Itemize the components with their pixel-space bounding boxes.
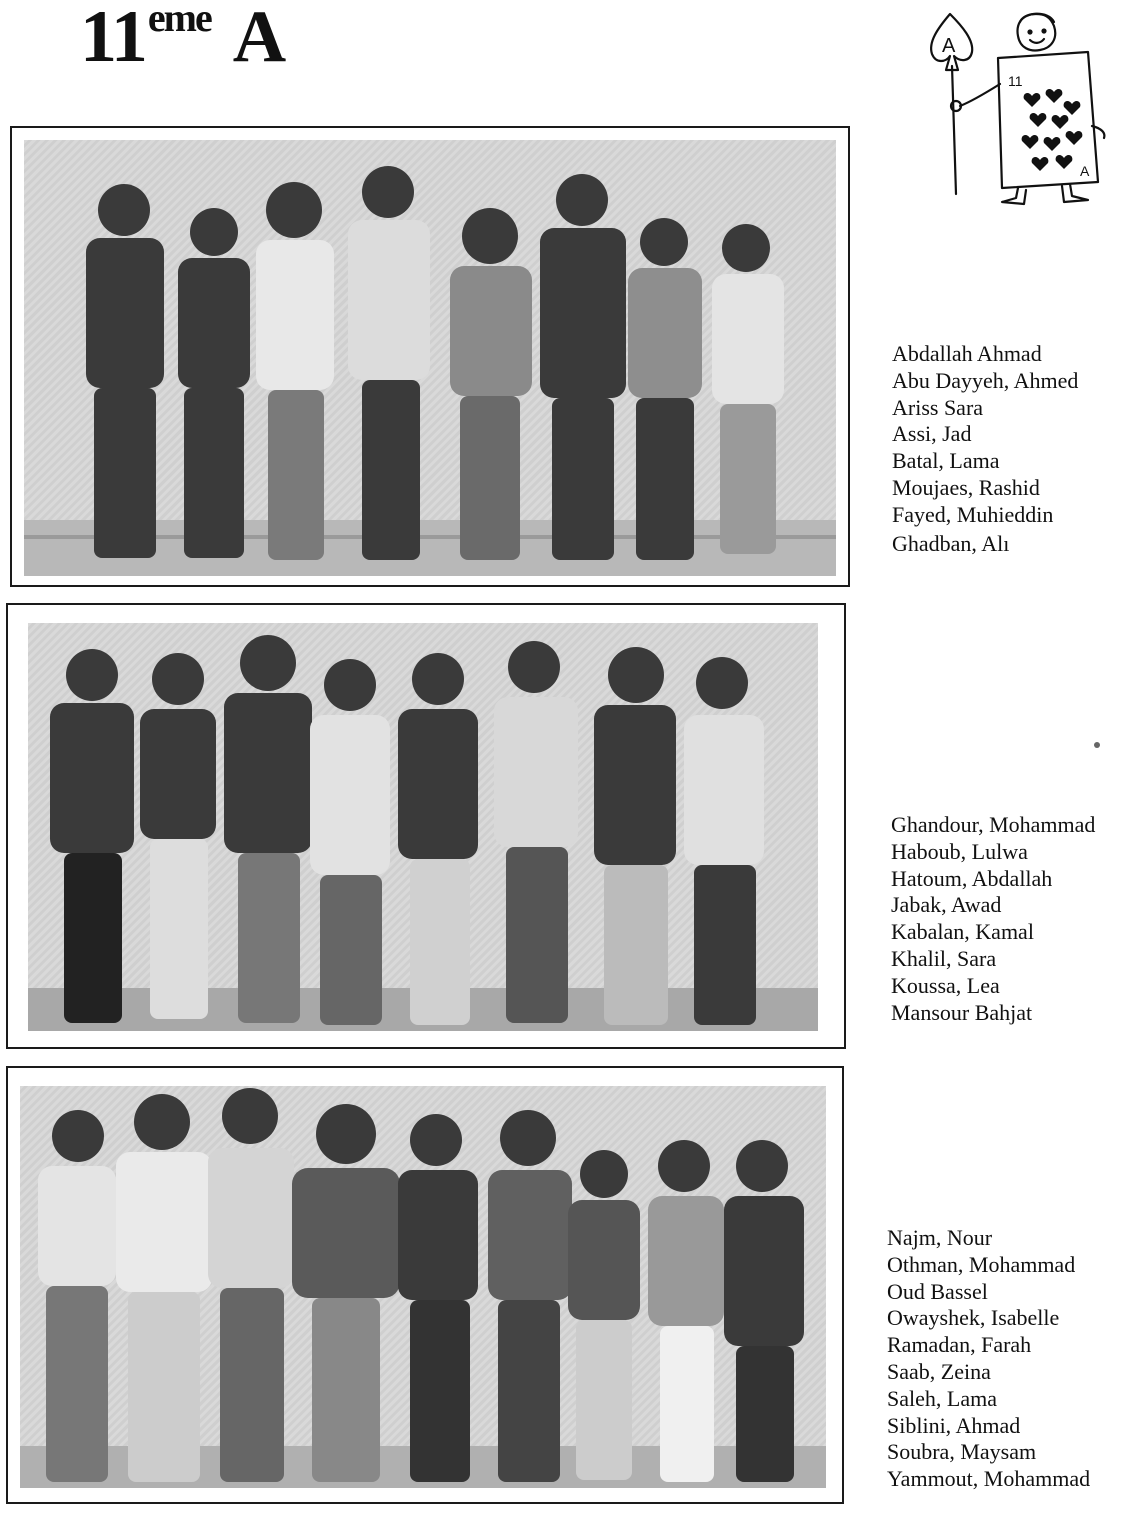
student-name: Koussa, Lea [891, 972, 1000, 998]
student-name: Jabak, Awad [891, 892, 1002, 918]
student-name: Ghadban, Alı [892, 530, 1010, 556]
title-superscript: eme [147, 0, 211, 40]
student-name: Hatoum, Abdallah [891, 865, 1053, 891]
card-letter: A [1080, 163, 1090, 179]
student-name: Ghandour, Mohammad [891, 812, 1096, 837]
student-name: Oud Bassel [887, 1278, 988, 1304]
class-photo-2 [28, 623, 818, 1031]
photo-frame-3 [6, 1066, 844, 1504]
student-name: Owayshek, Isabelle [887, 1305, 1060, 1331]
photo-frame-2 [6, 603, 846, 1049]
class-photo-3 [20, 1086, 826, 1488]
student-name: Ramadan, Farah [887, 1332, 1032, 1358]
student-name: Othman, Mohammad [887, 1251, 1076, 1277]
student-name: Soubra, Maysam [887, 1439, 1037, 1465]
class-photo-1 [24, 140, 836, 576]
title-letter: A [232, 0, 285, 78]
name-list-2 [891, 812, 1095, 1026]
student-name: Abdallah Ahmad [892, 341, 1042, 366]
student-name: Haboub, Lulwa [891, 838, 1028, 864]
student-name: Khalil, Sara [891, 945, 997, 971]
student-name: Saab, Zeina [887, 1358, 991, 1384]
svg-text:11: 11 [1008, 73, 1023, 89]
student-name: Najm, Nour [887, 1225, 993, 1250]
student-name: Siblini, Ahmad [887, 1412, 1021, 1438]
title-number: 11 [80, 0, 146, 78]
student-name: Kabalan, Kamal [891, 919, 1034, 945]
name-list-1 [892, 341, 1078, 557]
student-name: Moujaes, Rashid [892, 474, 1040, 500]
student-name: Mansour Bahjat [891, 999, 1033, 1025]
card-soldier-logo-icon [920, 6, 1120, 206]
student-name: Fayed, Muhieddin [892, 501, 1054, 527]
print-speck [1094, 742, 1100, 748]
student-name: Yammout, Mohammad [887, 1466, 1091, 1492]
student-name: Assi, Jad [892, 421, 972, 447]
name-list-3 [887, 1225, 1090, 1493]
page-title [80, 0, 285, 78]
photo-frame-1 [10, 126, 850, 587]
flag-letter: A [942, 35, 956, 57]
student-name: Batal, Lama [892, 448, 1000, 474]
student-name: Abu Dayyeh, Ahmed [892, 367, 1079, 393]
student-name: Ariss Sara [892, 394, 984, 420]
student-name: Saleh, Lama [887, 1385, 997, 1411]
